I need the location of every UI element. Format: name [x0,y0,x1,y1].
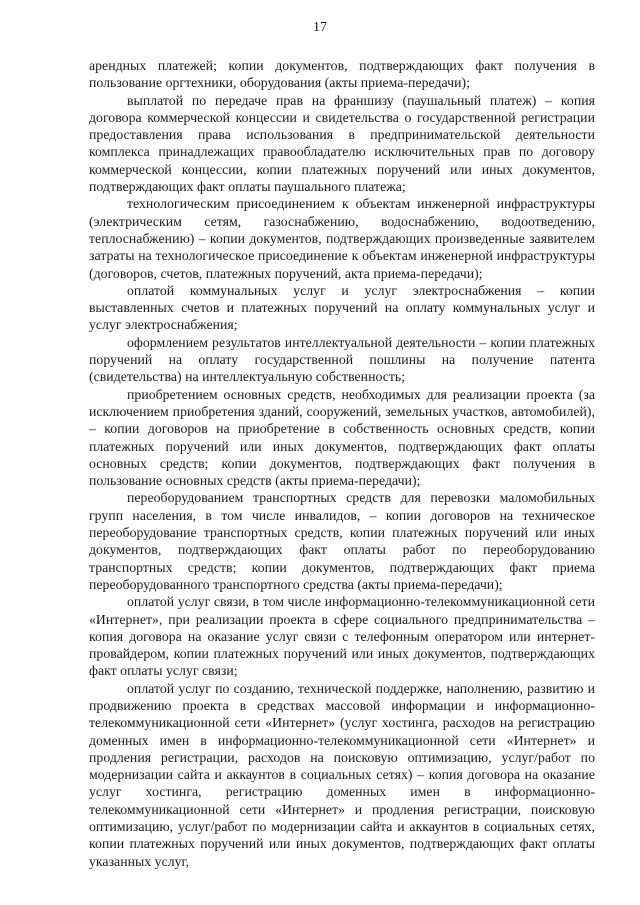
document-body [89,57,595,870]
paragraph-tech-connection: технологическим присоединением к объектам инженерной инфраструктуры (электрическим сетям, газоснабжению, водоснабжению, водоотведению, теплоснабжению) – копии документов, подтверждающих произведенные заявителем затраты на технологическое присоединение к объектам инженерной инфраструктуры (договоров, счетов, платежных поручений, акта приема-передачи); [89,196,595,281]
paragraph-franchise: выплатой по передаче прав на франшизу (паушальный платеж) – копия договора коммерческой концессии и свидетельства о государственной регистрации предоставления права использования в предпринимательской деятельности комплекса принадлежащих правообладателю исключительных прав по договору коммерческой концессии, копии платежных поручений или иных документов, подтверждающих факт оплаты паушального платежа; [89,92,595,195]
paragraph-fixed-assets: приобретением основных средств, необходимых для реализации проекта (за исключением приобретения зданий, сооружений, земельных участков, автомобилей), – копии договоров на приобретение в собственность основных средств, копии платежных поручений или иных документов, подтверждающих факт оплаты основных средств; копии документов, подтверждающих факт получения в пользование основных средств (акты приема-передачи); [89,386,595,489]
paragraph-vehicle-conversion: переоборудованием транспортных средств для перевозки маломобильных групп населения, в том числе инвалидов, – копии договоров на техническое переоборудование транспортных средств, копии платежных поручений или иных документов, подтверждающих факт оплаты работ по переоборудованию транспортных средств; копии документов, подтверждающих факт приема переоборудованного транспортного средства (акты приема-передачи); [89,490,595,592]
paragraph-lease-continuation: арендных платежей; копии документов, подтверждающих факт получения в пользование оргтехники, оборудования (акты приема-передачи); [89,58,595,91]
paragraph-intellectual-property: оформлением результатов интеллектуальной деятельности – копии платежных поручений на оплату государственной пошлины на получение патента (свидетельства) на интеллектуальную собственность; [89,334,595,385]
page-number: 17 [313,20,327,35]
paragraph-media-promotion: оплатой услуг по созданию, технической поддержке, наполнению, развитию и продвижению проекта в средствах массовой информации и информационно-телекоммуникационной сети «Интернет» (услуг хостинга, расходов на регистрацию доменных имен в информационно-телекоммуникационной сети «Интернет» и продления регистрации, расходов на поисковую оптимизацию, услуг/работ по модернизации сайта и аккаунтов в социальных сетях) – копия договора на оказание услуг хостинга, регистрацию доменных имен в информационно-телекоммуникационной сети «Интернет» и продления регистрации, поисковую оптимизацию, услуг/работ по модернизации сайта и аккаунтов в социальных сетях, копии платежных поручений или иных документов, подтверждающих факт оплаты указанных услуг, [89,680,595,869]
paragraph-utilities: оплатой коммунальных услуг и услуг электроснабжения – копии выставленных счетов и платежных поручений на оплату коммунальных услуг и услуг электроснабжения; [89,282,595,333]
paragraph-communication-services: оплатой услуг связи, в том числе информационно-телекоммуникационной сети «Интернет», при реализации проекта в сфере социального предпринимательства – копия договора на оказание услуг связи с телефонным оператором или интернет-провайдером, копии платежных поручений или иных документов, подтверждающих факт оплаты услуг связи; [89,594,595,679]
